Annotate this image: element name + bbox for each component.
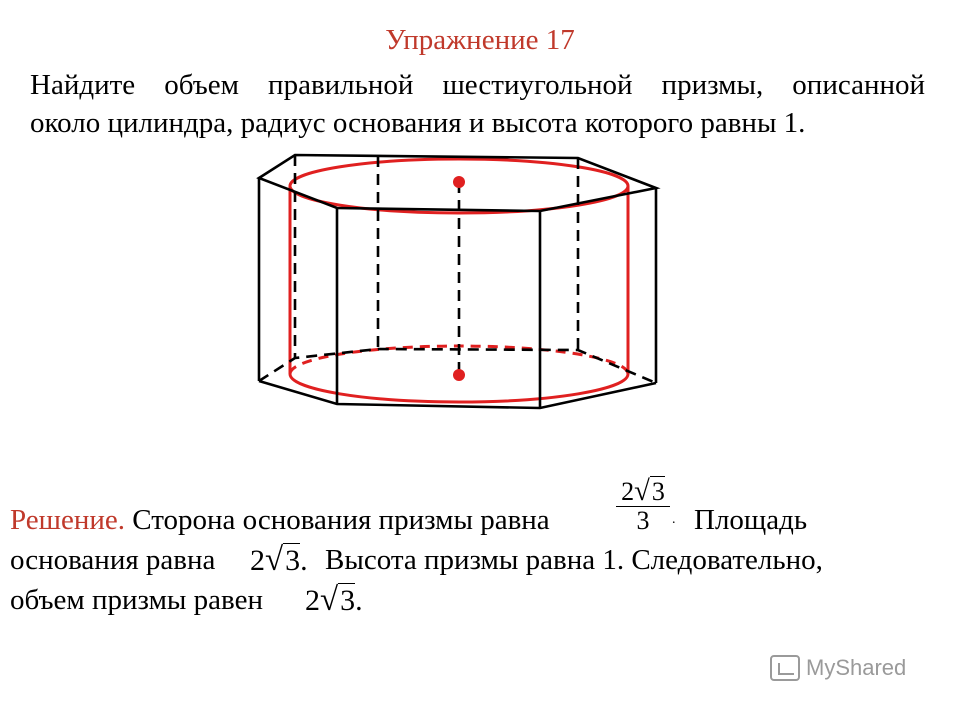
volume-rad: 3 — [340, 584, 356, 617]
problem-line-2: около цилиндра, радиус основания и высота которого равны 1. — [30, 107, 806, 139]
volume-coef: 2 — [305, 584, 320, 617]
problem-line-1: Найдите объем правильной шестиугольной призмы, описанной — [30, 69, 925, 101]
top-center-dot — [453, 176, 465, 188]
myshared-watermark — [770, 655, 906, 681]
solution-text-2b: Высота призмы равна 1. Следовательно, — [325, 544, 823, 576]
solution-text-2a: основания равна — [10, 544, 216, 576]
side-num-rad: 3 — [651, 477, 665, 506]
solution-label: Решение. — [10, 504, 125, 536]
volume-value: 2√3. — [305, 582, 363, 618]
exercise-title: Упражнение 17 — [385, 24, 575, 56]
prism-bottom-front — [259, 381, 656, 408]
side-num-coef: 2 — [621, 477, 635, 506]
prism-hidden-edges — [259, 155, 656, 383]
solution-text-1a: Сторона основания призмы равна — [132, 504, 550, 536]
area-rad: 3 — [285, 544, 301, 577]
bottom-center-dot — [453, 369, 465, 381]
myshared-logo-icon — [770, 655, 800, 681]
area-value: 2√3. — [250, 542, 308, 578]
side-fraction: $\frac{2√3}{3}$ — [616, 478, 670, 535]
side-den: 3 — [636, 506, 650, 535]
solution-line-1 — [10, 503, 550, 537]
area-coef: 2 — [250, 544, 265, 577]
watermark-text: MyShared — [806, 655, 907, 680]
solution-text-1b: Площадь — [694, 504, 808, 536]
solution-text-3a: объем призмы равен — [10, 584, 263, 616]
